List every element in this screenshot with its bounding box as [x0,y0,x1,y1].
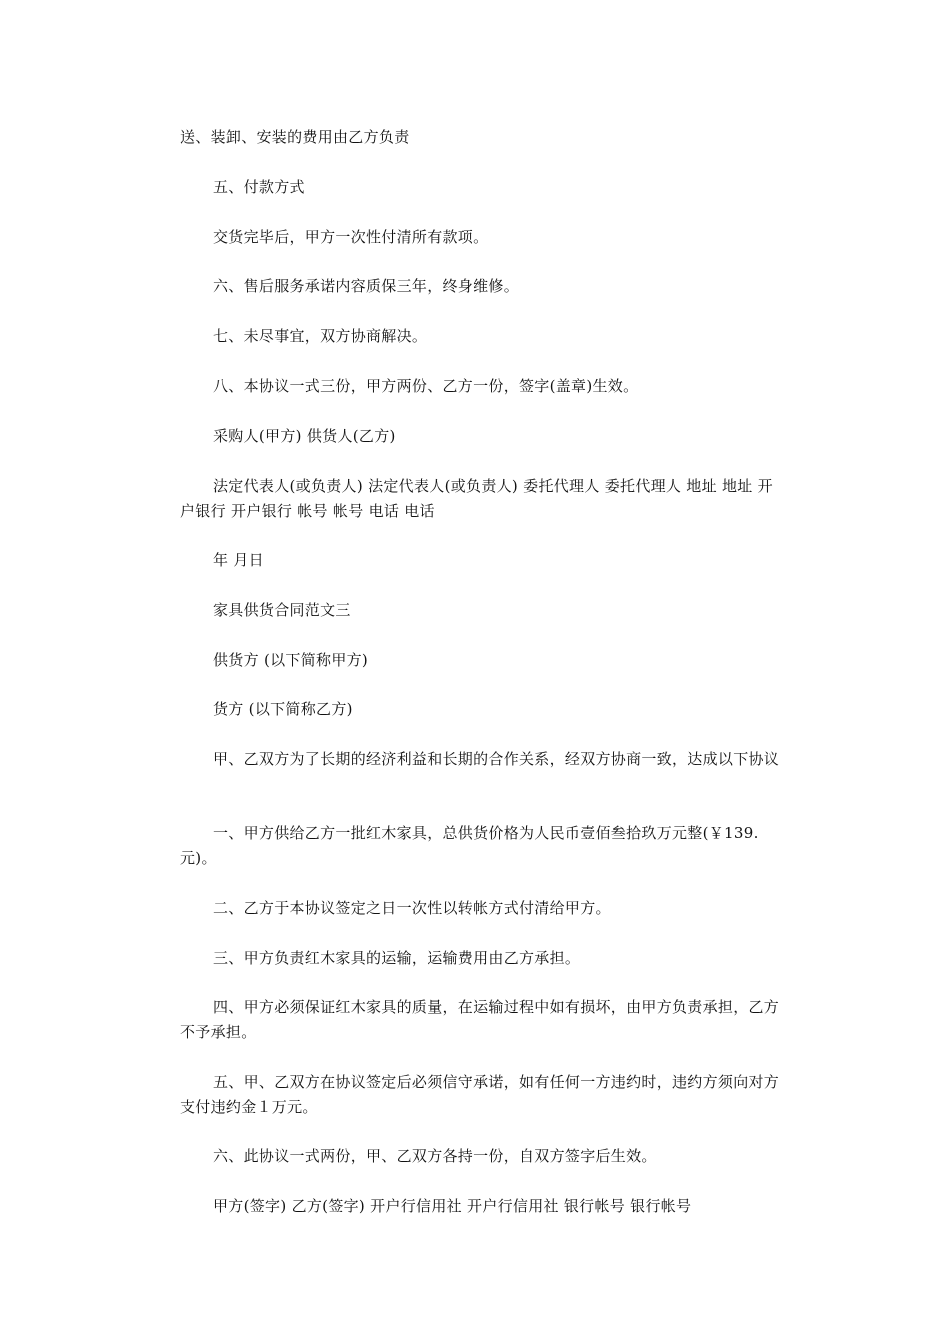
clause-6: 六、此协议一式两份，甲、乙双方各持一份，自双方签字后生效。 [213,1147,657,1165]
clause-1: 一、甲方供给乙方一批红木家具，总供货价格为人民币壹佰叁拾玖万元整(￥139.元)。 [180,824,759,867]
clause-2: 二、乙方于本协议签定之日一次性以转帐方式付清给甲方。 [213,899,611,917]
parties-line: 采购人(甲方) 供货人(乙方) [213,427,396,445]
paragraph-continuation: 送、装卸、安装的费用由乙方负责 [180,128,410,146]
signature-bank-fields: 甲方(签字) 乙方(签字) 开户行信用社 开户行信用社 银行帐号 银行帐号 [213,1197,692,1215]
heading-payment-method: 五、付款方式 [213,178,305,196]
paragraph-copies: 八、本协议一式三份，甲方两份、乙方一份，签字(盖章)生效。 [213,377,639,395]
clause-4: 四、甲方必须保证红木家具的质量，在运输过程中如有损坏，由甲方负责承担，乙方不予承担。 [180,998,780,1041]
signature-fields: 法定代表人(或负责人) 法定代表人(或负责人) 委托代理人 委托代理人 地址 地址 开户银行 开户银行 帐号 帐号 电话 电话 [180,477,773,520]
supplier-line: 供货方 (以下简称甲方) [213,651,369,669]
paragraph-payment: 交货完毕后，甲方一次性付清所有款项。 [213,228,489,246]
buyer-line: 货方 (以下简称乙方) [213,700,353,718]
paragraph-after-sales: 六、售后服务承诺内容质保三年，终身维修。 [213,277,520,295]
date-line: 年 月日 [213,551,264,569]
paragraph-agreement-intro: 甲、乙双方为了长期的经济利益和长期的合作关系，经双方协商一致，达成以下协议 [213,750,780,768]
paragraph-unresolved-matters: 七、未尽事宜，双方协商解决。 [213,327,428,345]
clause-5: 五、甲、乙双方在协议签定后必须信守承诺，如有任何一方违约时，违约方须向对方支付违约金１万元。 [180,1073,780,1116]
section-title: 家具供货合同范文三 [213,601,351,619]
clause-3: 三、甲方负责红木家具的运输，运输费用由乙方承担。 [213,949,581,967]
